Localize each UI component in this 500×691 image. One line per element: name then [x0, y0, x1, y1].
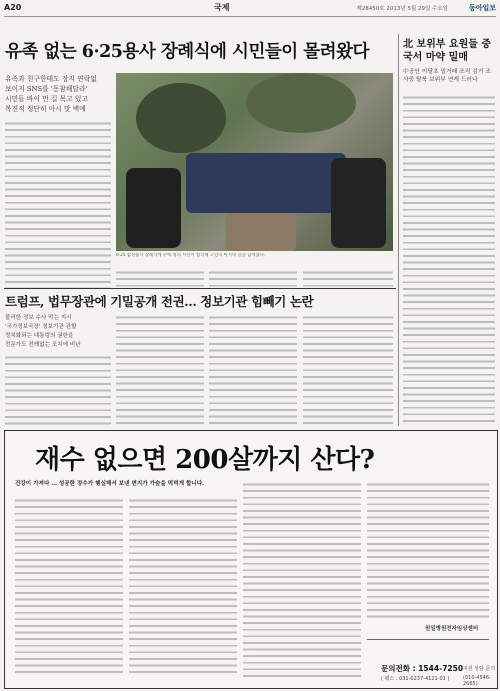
article1-body-col2	[116, 269, 204, 288]
subhead-line: 복진적 정단히 아시 맛 벽에	[5, 105, 86, 113]
newspaper-logo: 동아일보	[468, 4, 496, 12]
section-rule	[4, 288, 396, 289]
subhead-line: 전문가도 전례없는 조치에 비난	[5, 342, 81, 348]
subhead-line: '국가정보국장' 정보기관 관할	[5, 324, 77, 330]
ad-fax: ( 팩스 : 031-0237-4121-01 )	[381, 676, 450, 682]
ad-divider	[367, 639, 489, 640]
page-number: A20	[4, 3, 22, 12]
article1-body-col4	[303, 269, 393, 288]
article1-body-col1	[5, 120, 111, 288]
column-divider	[398, 34, 399, 426]
subhead-line: 정치화되는 대통령의 권한을	[5, 333, 74, 339]
ad-brand: 원일병원전자임상센터	[425, 626, 479, 632]
right-body	[403, 94, 495, 424]
article2-body-col3	[209, 314, 297, 426]
subhead-line: 유족과 친구한테도 장지 연락없	[5, 75, 97, 83]
article1-subheads	[5, 74, 113, 114]
subhead-line: 보이지 SNS를 '동참해달라'	[5, 85, 88, 93]
section-name: 국제	[214, 3, 230, 12]
ad-body-col4	[367, 481, 489, 619]
subhead-line: 시민들 바이 먼 길 목고 있고	[5, 95, 89, 103]
article2-body-col4	[303, 314, 393, 426]
advertisement	[4, 430, 498, 689]
issue-meta: 제28450호 2013년 5월 29일 수요일	[356, 6, 448, 12]
photo-caption: 6·25 참전용사 장례식에 수백 명의 시민이 참석해 고인의 마지막 길을 함께했다.	[116, 253, 266, 258]
ad-body-col3	[243, 481, 361, 677]
ad-contact-number: (010-4546-2665)	[463, 675, 491, 687]
ad-headline: 재수 없으면 200살까지 산다?	[35, 445, 375, 475]
ad-phone: 문의전화 : 1544-7250	[381, 664, 464, 673]
article2-subheads	[5, 314, 113, 350]
main-headline: 유족 없는 6·25용사 장례식에 시민들이 몰려왔다	[5, 42, 369, 62]
article2-body-col1	[5, 354, 111, 426]
right-subhead: 中공안 이달초 밀거래 조직 검거 조사중 탈북 보위부 연계 드러나	[403, 69, 491, 83]
ad-body-col1	[15, 497, 123, 677]
ad-intro: 건강이 가져다 … 성공한 장수가 행실해서 보낸 편지가 가슴을 먹먹게 합니다.	[15, 481, 205, 487]
subhead-line: 불리한 정보 수사 막는 지시	[5, 315, 72, 321]
article2-body-col2	[116, 314, 204, 426]
second-headline: 트럼프, 법무장관에 기밀공개 전권… 정보기관 힘빼기 논란	[5, 294, 314, 309]
news-photo	[116, 73, 393, 251]
right-headline: 北 보위부 요원들 중국서 마약 밀매	[403, 39, 492, 63]
article1-body-col3	[209, 269, 297, 288]
ad-body-col2	[129, 497, 237, 677]
page-header	[4, 2, 496, 17]
ad-contact-label: 지원 상담 문의	[463, 666, 496, 672]
